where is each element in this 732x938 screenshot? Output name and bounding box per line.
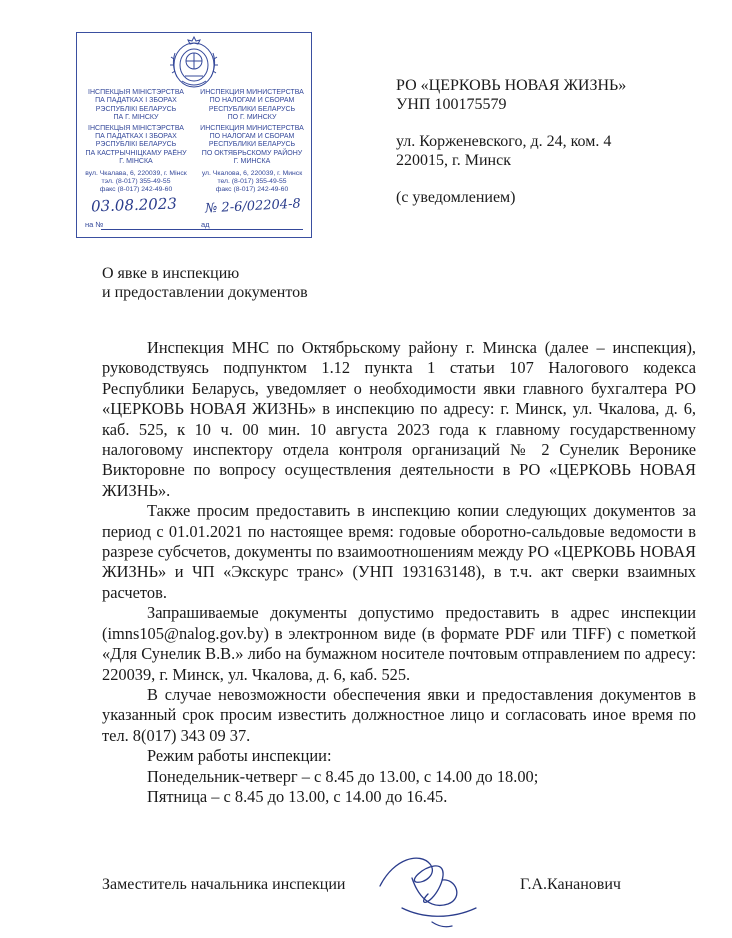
stamp-line: ІНСПЕКЦЫЯ МІНІСТЭРСТВА [88, 124, 184, 132]
number-value: 2-6/02204-8 [221, 196, 302, 216]
stamp-line: тэл. (8-017) 355-49-55 [101, 177, 171, 185]
stamp-line: ПА Г. МІНСКУ [113, 114, 159, 122]
stamp-line: РЕСПУБЛИКИ БЕЛАРУСЬ [208, 141, 296, 149]
stamp-line: РЭСПУБЛІКІ БЕЛАРУСЬ [95, 141, 177, 149]
stamp-line: РЕСПУБЛИКИ БЕЛАРУСЬ [208, 105, 296, 113]
stamp-line: ИНСПЕКЦИЯ МИНИСТЕРСТВА [200, 124, 304, 132]
stamp-line: факс (8-017) 242-49-60 [215, 185, 289, 193]
stamp-line: ПА ПАДАТКАХ І ЗБОРАХ [95, 133, 177, 141]
state-emblem-icon [165, 35, 223, 91]
addressee-street: ул. Корженевского, д. 24, ком. 4 [396, 133, 612, 150]
stamp-line: ПА ПАДАТКАХ І ЗБОРАХ [95, 97, 177, 105]
stamp-line: тел. (8-017) 355-49-55 [217, 177, 287, 185]
schedule-line: Пятница – с 8.45 до 13.00, с 14.00 до 16.45. [147, 786, 448, 806]
stamp-line: ПО Г. МИНСКУ [227, 114, 277, 122]
subject-line: О явке в инспекцию [102, 265, 240, 282]
stamp-line: ПО НАЛОГАМ И СБОРАМ [209, 97, 295, 105]
stamp-right-column [195, 89, 309, 194]
number-sign: № [204, 200, 218, 217]
body-paragraph: Запрашиваемые документы допустимо предоставить в адрес инспекции (imns105@nalog.gov.by) в электронном виде (в формате PDF или TIFF) с пометкой «Для Сунелик В.В.» либо на бумажном носителе почтовым отправлением по адресу: 220039, г. Минск, ул. Чкалова, д. 6, каб. 525. [102, 603, 696, 684]
stamp-line: ул. Чкалова, 6, 220039, г. Минск [201, 169, 303, 177]
stamp-reference-line [101, 229, 303, 230]
signer-position: Заместитель начальника инспекции [102, 876, 346, 893]
stamp-line: ИНСПЕКЦИЯ МИНИСТЕРСТВА [200, 89, 304, 96]
addressee-unp: УНП 100175579 [396, 96, 507, 113]
addressee-city: 220015, г. Минск [396, 152, 511, 169]
stamp-line: ПО НАЛОГАМ И СБОРАМ [209, 133, 295, 141]
letter-body [102, 338, 696, 807]
subject-line: и предоставлении документов [102, 284, 308, 301]
stamp-left-column [79, 89, 193, 194]
addressee-block [396, 76, 626, 207]
schedule-title: Режим работы инспекции: [147, 746, 332, 766]
stamp-line: Г. МІНСКА [119, 158, 153, 166]
signer-name: Г.А.Кананович [520, 876, 621, 893]
addressee-note: (с уведомлением) [396, 189, 516, 206]
registration-stamp [76, 32, 312, 238]
stamp-line: факс (8-017) 242-49-60 [99, 185, 173, 193]
body-paragraph: В случае невозможности обеспечения явки и предоставления документов в указанный срок просим известить должностное лицо и согласовать иное время по тел. 8(017) 343 09 37. [102, 684, 696, 745]
stamp-line: ПА КАСТРЫЧНІЦКАМУ РАЁНУ [85, 149, 187, 157]
stamp-line: ІНСПЕКЦЫЯ МІНІСТЭРСТВА [88, 89, 184, 96]
stamp-line: Г. МИНСКА [233, 158, 271, 166]
stamp-line: ПО ОКТЯБРЬСКОМУ РАЙОНУ [201, 149, 303, 157]
schedule-line: Понедельник-четверг – с 8.45 до 13.00, с 14.00 до 18.00; [147, 766, 539, 786]
stamp-line: вул. Чкалава, 6, 220039, г. Мінск [85, 169, 187, 177]
stamp-from-label: ад [201, 220, 210, 229]
stamp-line: РЭСПУБЛІКІ БЕЛАРУСЬ [95, 105, 177, 113]
handwritten-signature [372, 838, 502, 934]
body-paragraph: Также просим предоставить в инспекцию копии следующих документов за период с 01.01.2021 по настоящее время: годовые оборотно-сальдовые ведомости в разрезе субсчетов, документы по взаимоотношениям между РО «ЦЕРКОВЬ НОВАЯ ЖИЗНЬ» и ЧП «Экскурс транс» (УНП 193163148), в т.ч. акт сверки взаимных расчетов. [102, 501, 696, 602]
body-paragraph: Инспекция МНС по Октябрьскому району г. Минска (далее – инспекция), руководствуясь подпунктом 1.12 пункта 1 статьи 107 Налогового кодекса Республики Беларусь, уведомляет о необходимости явки главного бухгалтера РО «ЦЕРКОВЬ НОВАЯ ЖИЗНЬ» в инспекцию по адресу: г. Минск, ул. Чкалова, д. 6, каб. 525, к 10 ч. 00 мин. 10 августа 2023 года к главному государственному налоговому инспектору отдела контроля организаций № 2 Сунелик Веронике Викторовне по вопросу осуществления деятельности в РО «ЦЕРКОВЬ НОВАЯ ЖИЗНЬ». [102, 338, 696, 500]
letter-subject [102, 264, 308, 302]
handwritten-date: 03.08.2023 [90, 194, 178, 216]
stamp-reference-label: на № [85, 220, 104, 229]
handwritten-number [205, 197, 301, 217]
addressee-org: РО «ЦЕРКОВЬ НОВАЯ ЖИЗНЬ» [396, 77, 627, 94]
